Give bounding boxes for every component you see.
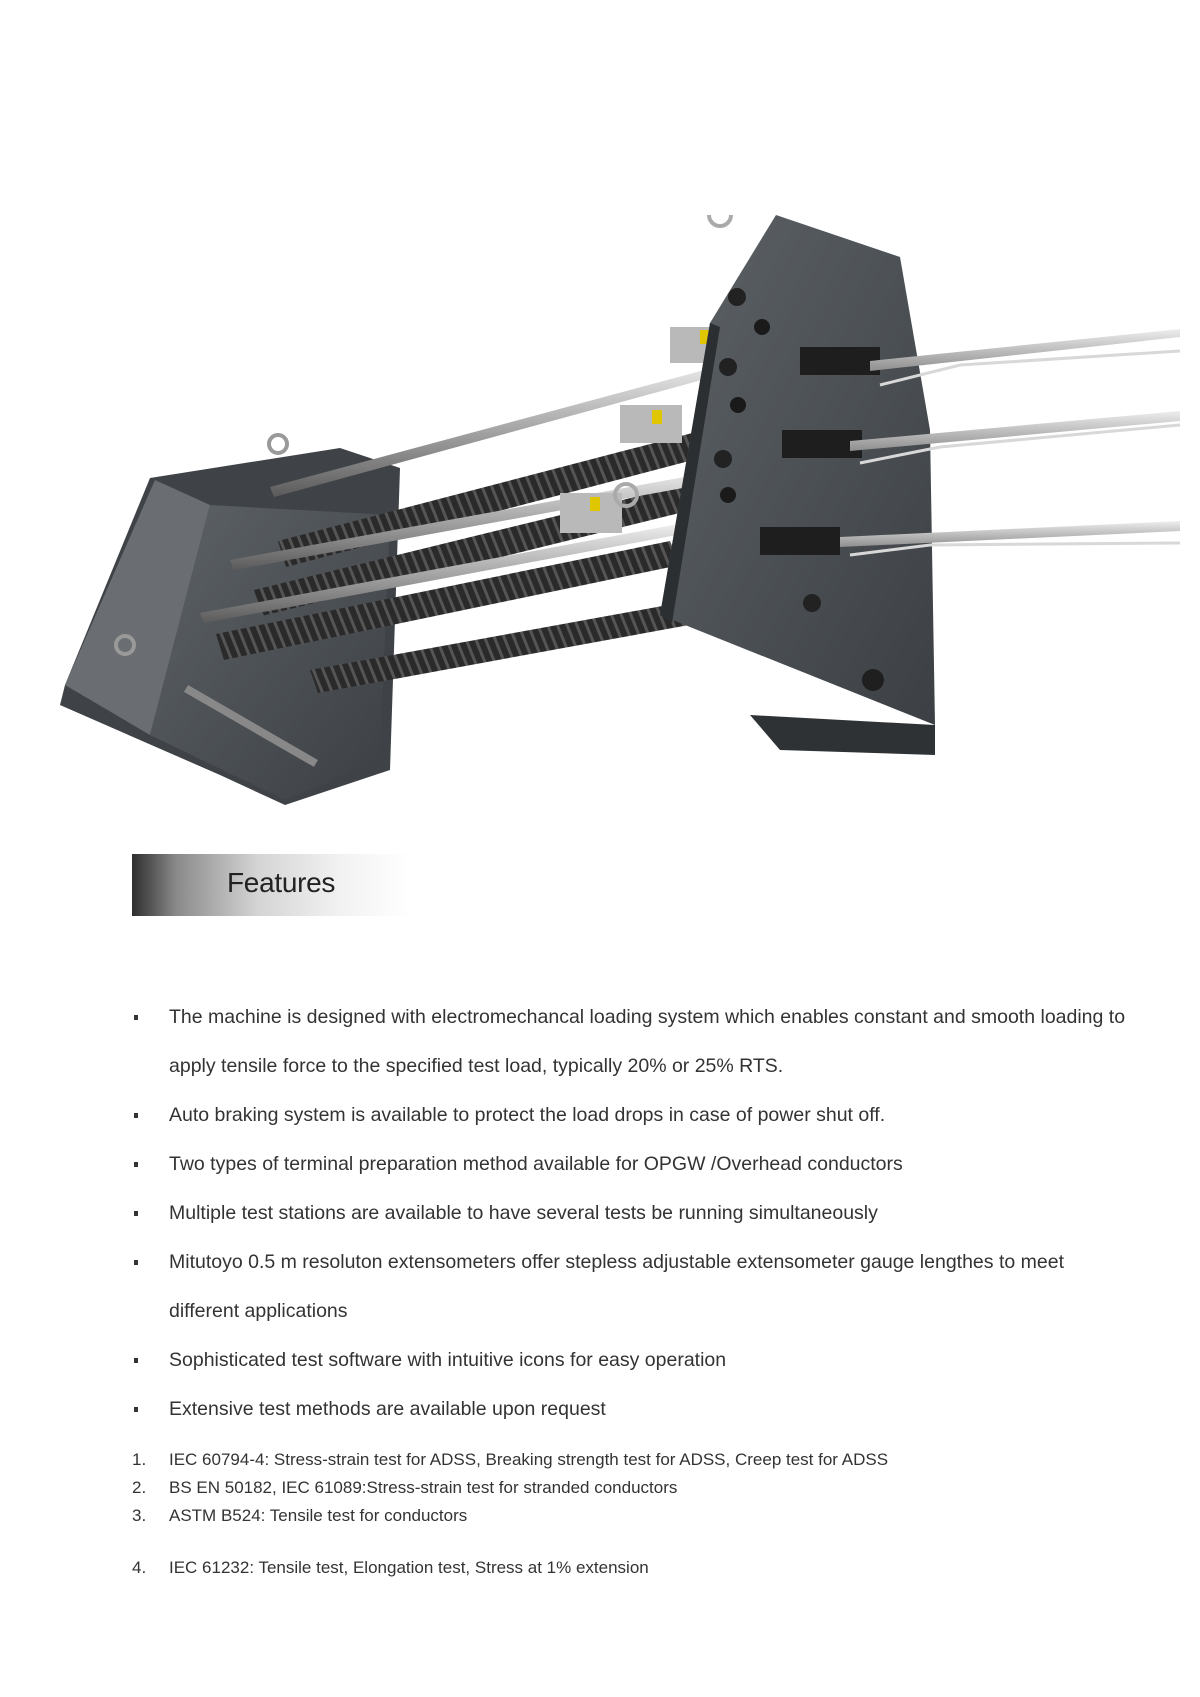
standards-list-continued bbox=[132, 1554, 1132, 1582]
standard-item bbox=[132, 1446, 1132, 1474]
bullet-marker bbox=[134, 1260, 138, 1265]
standard-number: 4. bbox=[132, 1558, 147, 1577]
bullet-marker bbox=[134, 1113, 138, 1118]
standard-text: IEC 60794-4: Stress-strain test for ADSS, Breaking strength test for ADSS, Creep test for ADSS bbox=[169, 1450, 889, 1469]
standard-text: ASTM B524: Tensile test for conductors bbox=[169, 1506, 468, 1525]
standard-text: IEC 61232: Tensile test, Elongation test, Stress at 1% extension bbox=[169, 1558, 649, 1577]
feature-bullet: Mitutoyo 0.5 m resoluton extensometers offer stepless adjustable extensometer gauge lengthes to meet different applications bbox=[132, 1238, 1132, 1336]
feature-bullet: Auto braking system is available to protect the load drops in case of power shut off. bbox=[132, 1091, 1132, 1140]
bullet-marker bbox=[134, 1407, 138, 1412]
tensile-test-machine-photo bbox=[60, 215, 1180, 835]
standard-number: 3. bbox=[132, 1506, 147, 1525]
bullet-marker bbox=[134, 1015, 138, 1020]
bullet-marker bbox=[134, 1358, 138, 1363]
standard-item bbox=[132, 1502, 1132, 1530]
standards-list bbox=[132, 1446, 1132, 1530]
standard-number: 2. bbox=[132, 1478, 147, 1497]
features-title: Features bbox=[227, 867, 336, 898]
feature-bullet: Two types of terminal preparation method available for OPGW /Overhead conductors bbox=[132, 1140, 1132, 1189]
features-heading-banner bbox=[132, 854, 410, 916]
features-bullet-list bbox=[132, 993, 1132, 1434]
feature-bullet: Multiple test stations are available to have several tests be running simultaneously bbox=[132, 1189, 1132, 1238]
standard-number: 1. bbox=[132, 1450, 147, 1469]
standard-item bbox=[132, 1554, 1132, 1582]
feature-bullet: Extensive test methods are available upon request bbox=[132, 1385, 1132, 1434]
standard-text: BS EN 50182, IEC 61089:Stress-strain test for stranded conductors bbox=[169, 1478, 678, 1497]
feature-bullet: The machine is designed with electromechancal loading system which enables constant and smooth loading to apply tensile force to the specified test load, typically 20% or 25% RTS. bbox=[132, 993, 1132, 1091]
feature-bullet: Sophisticated test software with intuitive icons for easy operation bbox=[132, 1336, 1132, 1385]
standard-item bbox=[132, 1474, 1132, 1502]
bullet-marker bbox=[134, 1162, 138, 1167]
bullet-marker bbox=[134, 1211, 138, 1216]
